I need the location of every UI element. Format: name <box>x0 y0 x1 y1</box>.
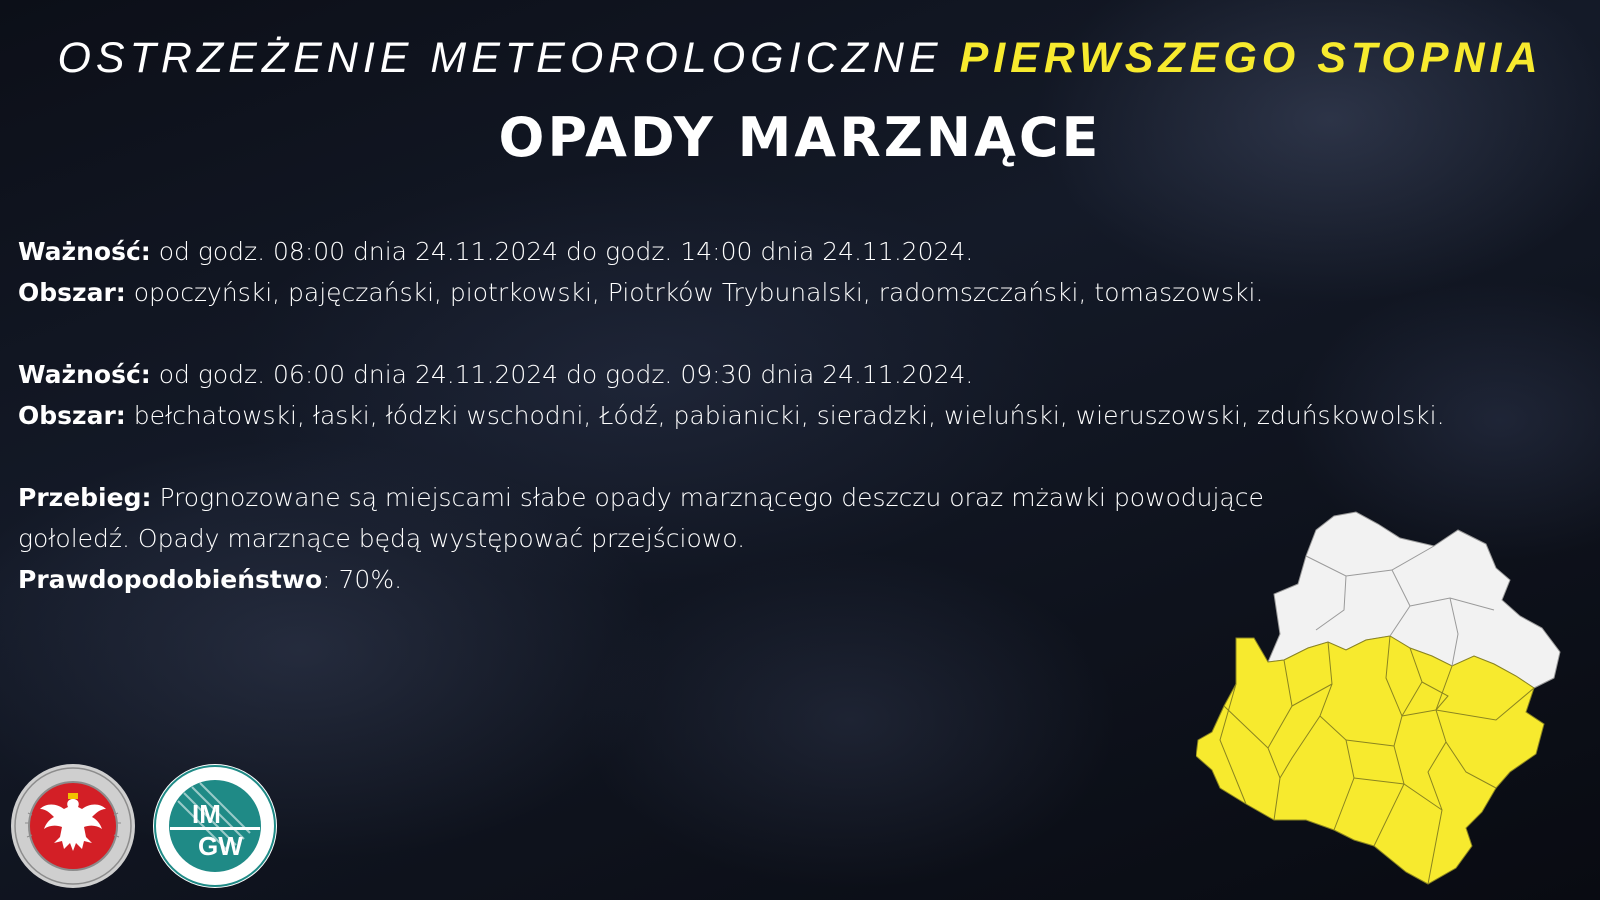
spacer <box>18 436 1348 477</box>
probability-label: Prawdopodobieństwo <box>18 565 323 594</box>
validity-text: od godz. 06:00 dnia 24.11.2024 do godz. 09:30 dnia 24.11.2024. <box>158 360 974 389</box>
spacer <box>18 313 1348 354</box>
area-label: Obszar: <box>18 401 126 430</box>
probability-value: : 70%. <box>322 565 403 594</box>
imgw-logo <box>152 763 278 889</box>
validity-label: Ważność: <box>18 360 151 389</box>
validity-label: Ważność: <box>18 237 151 266</box>
course-label: Przebieg: <box>18 483 152 512</box>
imgw-mark-bottom: GW <box>198 831 243 861</box>
course-paragraph <box>18 477 1348 559</box>
area-line-1 <box>18 272 1348 313</box>
imgw-mark-top: IM <box>192 799 221 829</box>
voivode-office-seal <box>10 763 136 889</box>
area-text: bełchatowski, łaski, łódzki wschodni, Łódź, pabianicki, sieradzki, wieluński, wieruszowski, zduńskowolski. <box>133 401 1445 430</box>
warning-degree: PIERWSZEGO STOPNIA <box>959 34 1543 82</box>
validity-line-1 <box>18 231 1348 272</box>
warning-title <box>0 34 1600 83</box>
warning-title-prefix: OSTRZEŻENIE METEOROLOGICZNE <box>57 34 943 82</box>
voivodeship-warning-map <box>1196 510 1590 894</box>
area-label: Obszar: <box>18 278 126 307</box>
area-text: opoczyński, pajęczański, piotrkowski, Piotrków Trybunalski, radomszczański, tomaszowski. <box>133 278 1264 307</box>
phenomenon-title: OPADY MARZNĄCE <box>498 106 1102 169</box>
warning-details <box>18 231 1445 600</box>
probability-line <box>18 559 1348 600</box>
map-region-warning <box>1196 636 1544 884</box>
course-text: Prognozowane są miejscami słabe opady marznącego deszczu oraz mżawki powodujące gołoledź. Opady marznące będą występować przejściowo. <box>18 483 1264 553</box>
validity-text: od godz. 08:00 dnia 24.11.2024 do godz. 14:00 dnia 24.11.2024. <box>158 237 974 266</box>
validity-line-2 <box>18 354 1348 395</box>
area-line-2 <box>18 395 1445 436</box>
